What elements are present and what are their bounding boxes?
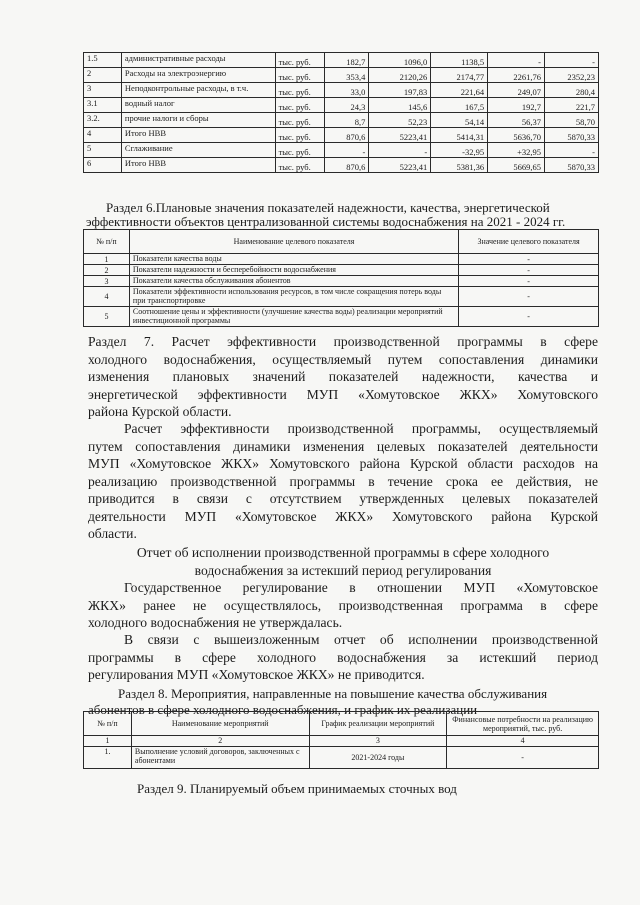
t1-cell-v2: 5223,41 <box>369 158 431 173</box>
t3-row-name: Выполнение условий договоров, заключенных с абонентами <box>131 747 309 769</box>
t1-cell-name: Итого НВВ <box>121 158 275 173</box>
table-row <box>84 83 599 98</box>
t2-header-name: Наименование целевого показателя <box>129 230 458 254</box>
s7-line-4: района Курской области. <box>88 404 232 419</box>
t1-cell-v4: 5636,70 <box>488 128 545 143</box>
t1-cell-v3: 1138,5 <box>431 53 488 68</box>
t1-cell-n: 4 <box>84 128 122 143</box>
t1-cell-n: 1.5 <box>84 53 122 68</box>
t1-cell-v1: 33,0 <box>325 83 369 98</box>
t1-cell-v1: 870,6 <box>325 158 369 173</box>
t1-cell-v3: 221,64 <box>431 83 488 98</box>
t2-cell-name: Показатели эффективности использования ресурсов, в том числе сокращения потерь воды при транспортировке <box>129 287 458 307</box>
t1-cell-unit: тыс. руб. <box>275 98 325 113</box>
s7p2-line-4: приводится в связи с отсутствием утвержденных целевых показателей <box>88 491 598 506</box>
t1-cell-v3: 167,5 <box>431 98 488 113</box>
table-row <box>84 287 599 307</box>
s7-line-0: Раздел 7. Расчет эффективности производственной программы в сфере <box>88 334 598 349</box>
t1-cell-v5: - <box>545 53 599 68</box>
s7-line-1: холодного водоснабжения, осуществляемый путем сопоставления динамики <box>88 351 598 367</box>
table-row <box>84 128 599 143</box>
t3-header-finance: Финансовые потребности на реализацию мероприятий, тыс. руб. <box>447 712 599 736</box>
t1-cell-v2: - <box>369 143 431 158</box>
t1-cell-v4: +32,95 <box>488 143 545 158</box>
s7p2-line-2: МУП «Хомутовское ЖКХ» Хомутовского района Курской области расходов на <box>88 456 598 471</box>
t1-cell-v5: - <box>545 143 599 158</box>
t1-cell-name: административные расходы <box>121 53 275 68</box>
t2-cell-name: Показатели качества обслуживания абонентов <box>129 276 458 287</box>
table-row <box>84 98 599 113</box>
t1-cell-v4: 192,7 <box>488 98 545 113</box>
s7p2-line-0: Расчет эффективности производственной программы, осуществляемый <box>124 421 598 436</box>
t2-cell-n: 2 <box>84 265 130 276</box>
table-row <box>84 265 599 276</box>
t1-cell-v1: 8,7 <box>325 113 369 128</box>
t1-cell-v1: 870,6 <box>325 128 369 143</box>
table-row <box>84 53 599 68</box>
t1-cell-v5: 2352,23 <box>545 68 599 83</box>
table-row <box>84 158 599 173</box>
t3-colnum-2: 2 <box>131 736 309 747</box>
t2-cell-n: 5 <box>84 307 130 327</box>
t1-cell-unit: тыс. руб. <box>275 143 325 158</box>
section-8-heading <box>118 686 600 702</box>
table-row <box>84 747 599 769</box>
t1-cell-name: прочие налоги и сборы <box>121 113 275 128</box>
t2-cell-name: Показатели надежности и бесперебойности водоснабжения <box>129 265 458 276</box>
t2-cell-n: 1 <box>84 254 130 265</box>
t1-cell-v2: 52,23 <box>369 113 431 128</box>
t1-cell-unit: тыс. руб. <box>275 128 325 143</box>
t1-cell-v5: 5870,33 <box>545 128 599 143</box>
t2-header-n: № п/п <box>84 230 130 254</box>
t1-cell-v1: 353,4 <box>325 68 369 83</box>
measures-table <box>83 711 599 769</box>
t3-colnum-3: 3 <box>309 736 447 747</box>
t1-cell-v2: 145,6 <box>369 98 431 113</box>
t2-cell-value: - <box>459 287 599 307</box>
section-7-explanation <box>88 420 598 543</box>
t1-cell-v3: -32,95 <box>431 143 488 158</box>
t2-cell-value: - <box>459 254 599 265</box>
t1-cell-v5: 221,7 <box>545 98 599 113</box>
t2-cell-value: - <box>459 265 599 276</box>
table-row <box>84 113 599 128</box>
t1-cell-v5: 58,70 <box>545 113 599 128</box>
t1-cell-unit: тыс. руб. <box>275 53 325 68</box>
t1-cell-v5: 280,4 <box>545 83 599 98</box>
t1-cell-name: Итого НВВ <box>121 128 275 143</box>
t3-header-n: № п/п <box>84 712 132 736</box>
report-paragraph-1 <box>88 579 598 632</box>
s7p2-line-5: деятельности МУП «Хомутовское ЖКХ» Хомутовского района Курской <box>88 508 598 524</box>
section-6-heading-2 <box>86 214 600 230</box>
t2-header-value: Значение целевого показателя <box>459 230 599 254</box>
section-9-line: Раздел 9. Планируемый объем принимаемых сточных вод <box>137 781 457 796</box>
table-row <box>84 254 599 265</box>
t1-cell-v2: 197,83 <box>369 83 431 98</box>
t1-cell-v4: - <box>488 53 545 68</box>
section-6-line2: эффективности объектов централизованной системы водоснабжения на 2021 - 2024 гг. <box>86 214 566 229</box>
t2-cell-value: - <box>459 307 599 327</box>
section-8-line2: абонентов в сфере холодного водоснабжения, и график их реализации <box>88 702 478 717</box>
report-title-line1: Отчет об исполнении производственной программы в сфере холодного <box>136 545 550 560</box>
t1-cell-v2: 1096,0 <box>369 53 431 68</box>
section-8-line1: Раздел 8. Мероприятия, направленные на повышение качества обслуживания <box>118 686 548 701</box>
report-title <box>88 544 598 579</box>
t1-cell-name: Расходы на электроэнергию <box>121 68 275 83</box>
report-title-line2: водоснабжения за истекший период регулирования <box>194 562 492 578</box>
t1-cell-v4: 2261,76 <box>488 68 545 83</box>
t1-cell-v2: 2120,26 <box>369 68 431 83</box>
t1-cell-n: 5 <box>84 143 122 158</box>
table-row <box>84 68 599 83</box>
rp2-line-2: регулирования МУП «Хомутовское ЖКХ» не приводится. <box>88 667 425 682</box>
t1-cell-v5: 5870,33 <box>545 158 599 173</box>
t1-cell-v4: 249,07 <box>488 83 545 98</box>
rp2-line-0: В связи с вышеизложенным отчет об исполнении производственной <box>124 632 598 647</box>
financial-table <box>83 52 599 173</box>
t2-cell-n: 4 <box>84 287 130 307</box>
t1-cell-v4: 56,37 <box>488 113 545 128</box>
table-row <box>84 143 599 158</box>
s7p2-line-6: области. <box>88 526 137 541</box>
s7p2-line-1: путем сопоставления динамики изменения целевых показателей деятельности <box>88 438 598 454</box>
t1-cell-v1: 24,3 <box>325 98 369 113</box>
t1-cell-name: водный налог <box>121 98 275 113</box>
t1-cell-v3: 5414,31 <box>431 128 488 143</box>
target-indicators-table <box>83 229 599 327</box>
t1-cell-v3: 54,14 <box>431 113 488 128</box>
s7-line-2: изменения плановых значений показателей надежности, качества и <box>88 369 598 384</box>
t2-cell-value: - <box>459 276 599 287</box>
t1-cell-v1: - <box>325 143 369 158</box>
section-9-heading <box>137 781 597 797</box>
section-6-line1: Раздел 6.Плановые значения показателей надежности, качества, энергетической <box>106 200 550 215</box>
t1-cell-name: Неподконтрольные расходы, в т.ч. <box>121 83 275 98</box>
t3-header-name: Наименование мероприятий <box>131 712 309 736</box>
t1-cell-unit: тыс. руб. <box>275 113 325 128</box>
t1-cell-unit: тыс. руб. <box>275 83 325 98</box>
t2-cell-name: Показатели качества воды <box>129 254 458 265</box>
t3-row-finance: - <box>447 747 599 769</box>
rp1-line-1: ЖКХ» ранее не осуществлялось, производственная программа в сфере <box>88 597 598 613</box>
t1-cell-unit: тыс. руб. <box>275 158 325 173</box>
report-paragraph-2 <box>88 631 598 684</box>
t3-row-schedule: 2021-2024 годы <box>309 747 447 769</box>
table-row <box>84 276 599 287</box>
t1-cell-n: 2 <box>84 68 122 83</box>
t2-cell-n: 3 <box>84 276 130 287</box>
t1-cell-n: 6 <box>84 158 122 173</box>
t1-cell-unit: тыс. руб. <box>275 68 325 83</box>
t3-colnum-1: 1 <box>84 736 132 747</box>
table-row <box>84 307 599 327</box>
t1-cell-n: 3 <box>84 83 122 98</box>
t1-cell-name: Сглаживание <box>121 143 275 158</box>
t1-cell-v3: 2174,77 <box>431 68 488 83</box>
t1-cell-v4: 5669,65 <box>488 158 545 173</box>
t1-cell-v2: 5223,41 <box>369 128 431 143</box>
t2-cell-name: Соотношение цены и эффективности (улучшение качества воды) реализации мероприятий инвестиционной программы <box>129 307 458 327</box>
t1-cell-v1: 182,7 <box>325 53 369 68</box>
t3-row-n: 1. <box>84 747 132 769</box>
rp1-line-2: холодного водоснабжения не утверждалась. <box>88 615 343 630</box>
t1-cell-v3: 5381,36 <box>431 158 488 173</box>
t3-colnum-4: 4 <box>447 736 599 747</box>
s7-line-3: энергетической эффективности МУП «Хомутовское ЖКХ» Хомутовского <box>88 386 598 402</box>
t3-header-schedule: График реализации мероприятий <box>309 712 447 736</box>
section-7-paragraph <box>88 333 598 421</box>
rp1-line-0: Государственное регулирование в отношении МУП «Хомутовское <box>124 580 598 595</box>
rp2-line-1: программы в сфере холодного водоснабжения за истекший период <box>88 649 598 665</box>
s7p2-line-3: реализацию производственной программы в течение срока ее действия, не <box>88 473 598 489</box>
t1-cell-n: 3.2. <box>84 113 122 128</box>
t1-cell-n: 3.1 <box>84 98 122 113</box>
